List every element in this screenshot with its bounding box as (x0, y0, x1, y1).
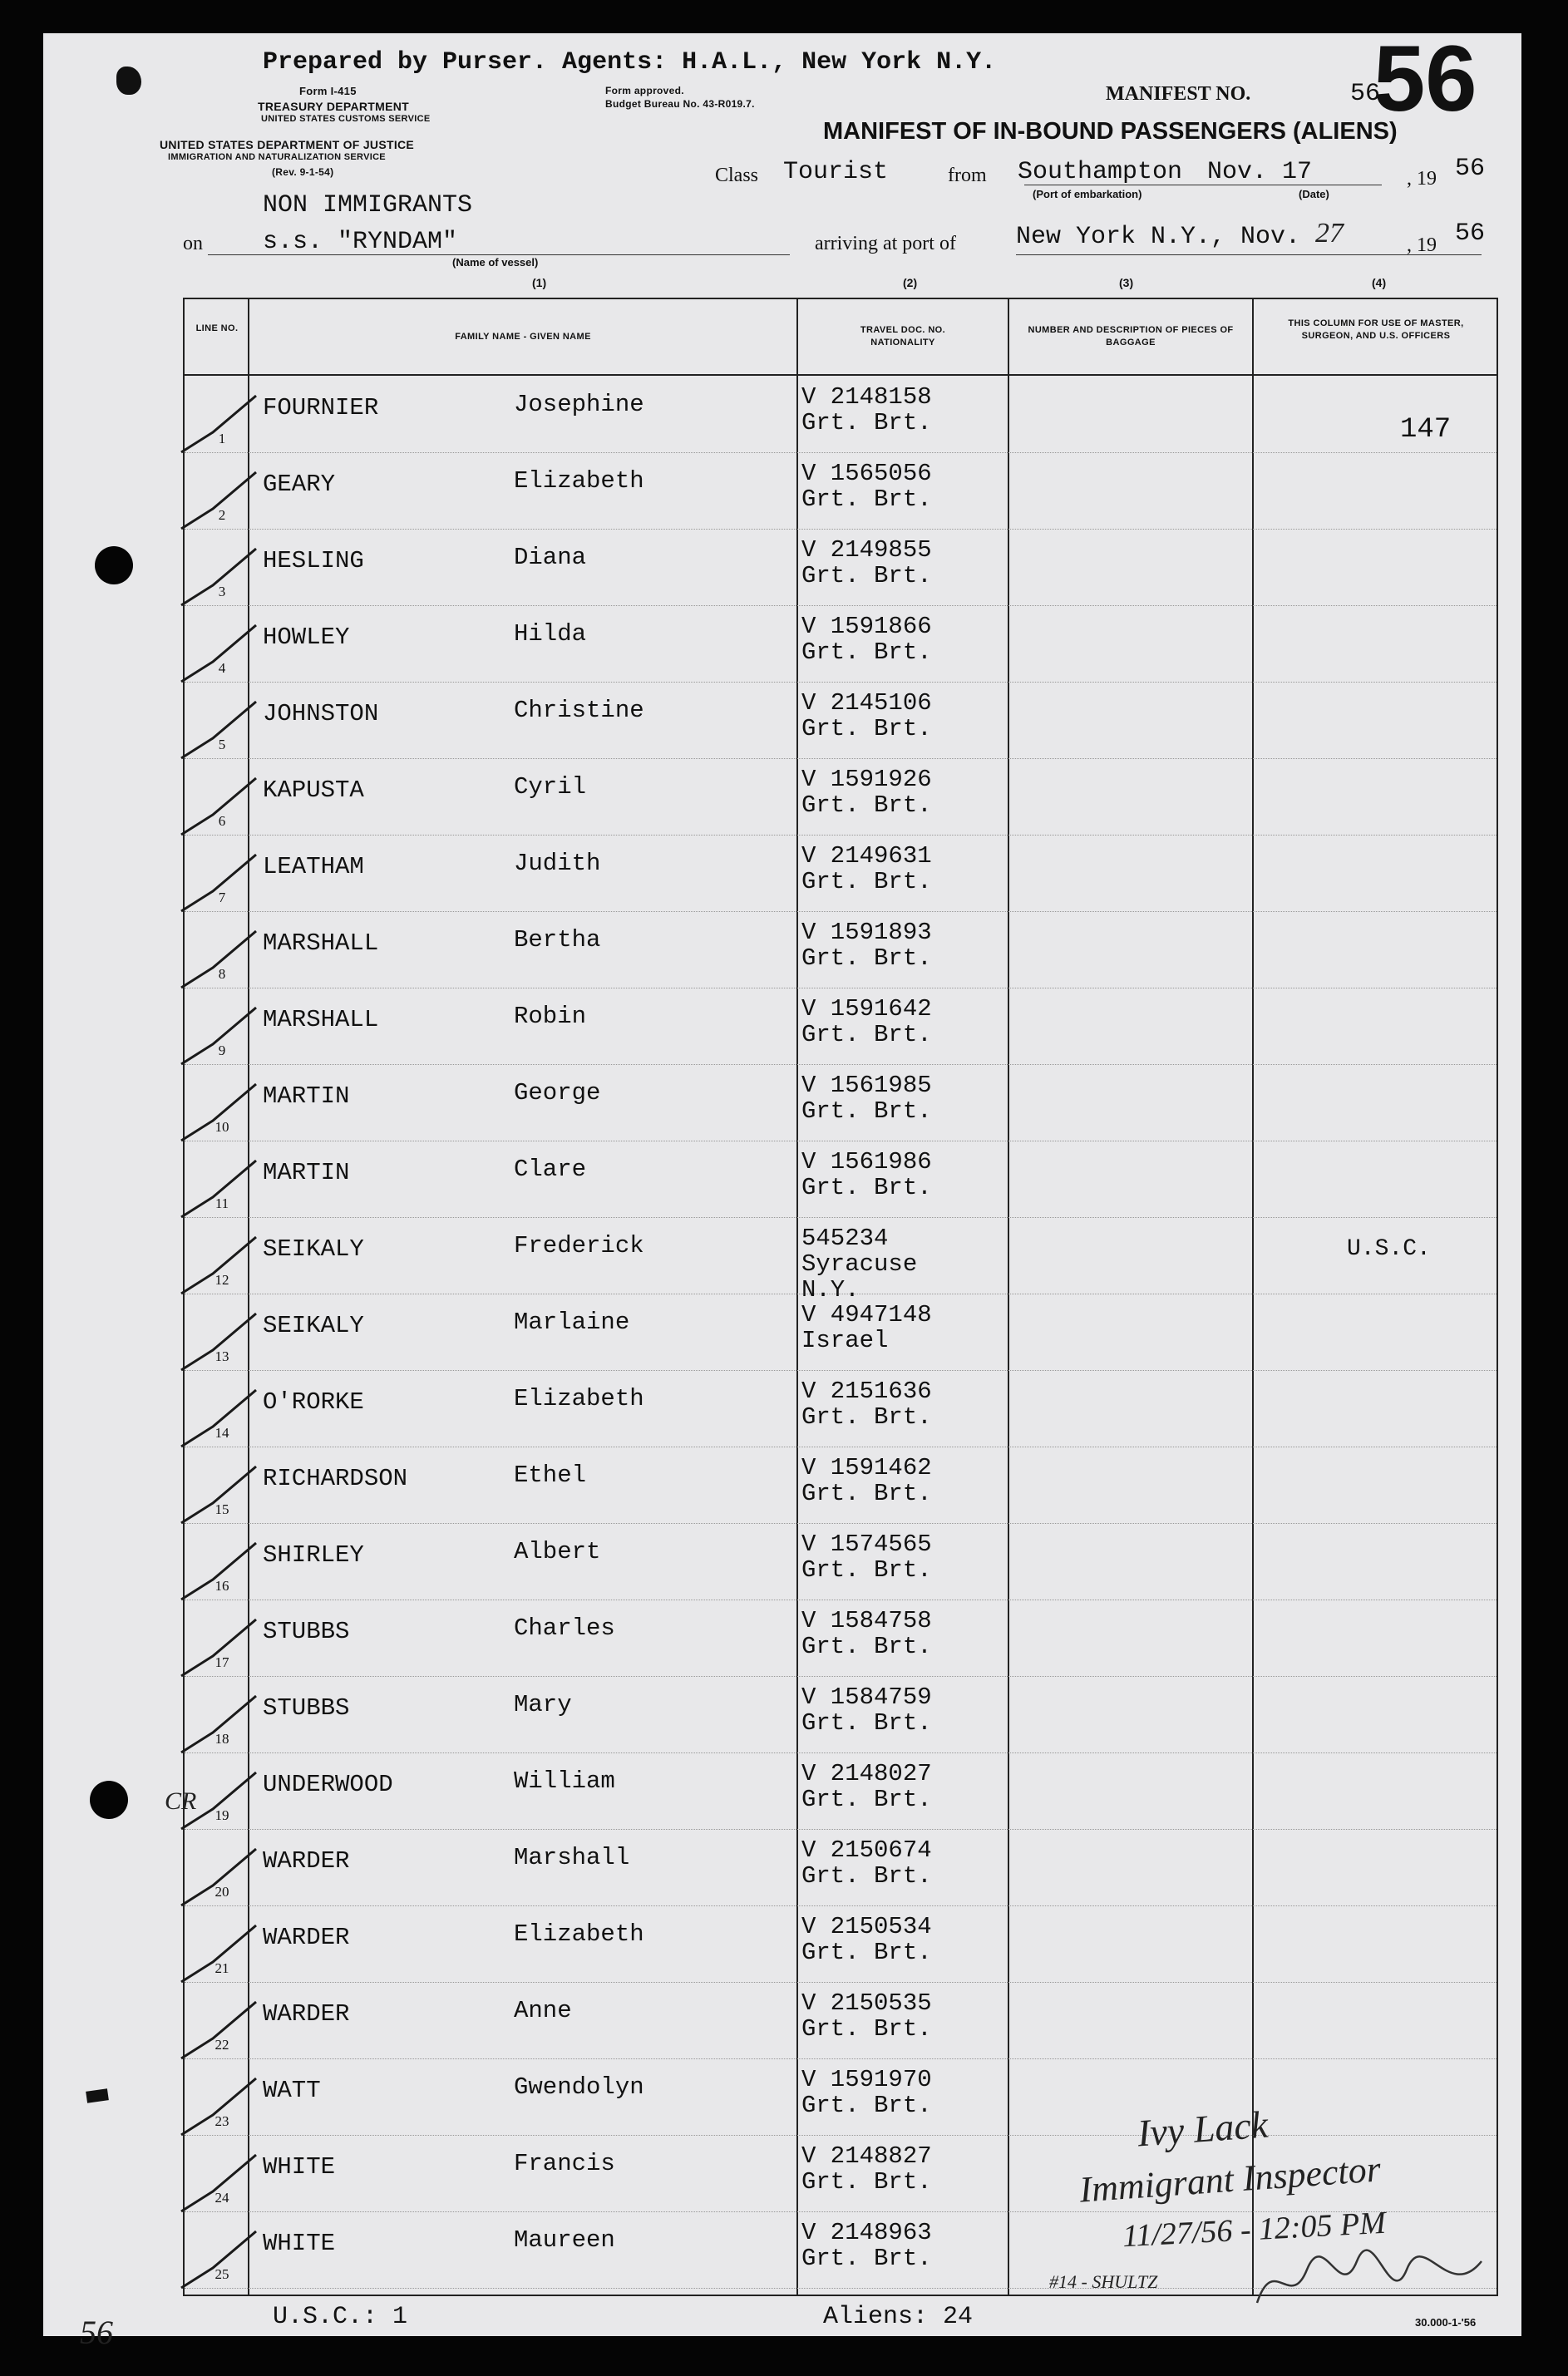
nationality: Grt. Brt. (801, 944, 932, 972)
nationality: Syracuse N.Y. (801, 1250, 918, 1304)
travel-doc-number: V 1591893 (801, 919, 932, 946)
manifest-title: MANIFEST OF IN-BOUND PASSENGERS (ALIENS) (823, 118, 1398, 145)
table-row (185, 1141, 1497, 1218)
line-number: 11 (214, 1195, 229, 1211)
line-number: 17 (214, 1654, 229, 1670)
travel-doc-number: V 1565056 (801, 460, 932, 487)
travel-doc-cell (801, 1684, 959, 1736)
family-name: HOWLEY (263, 624, 350, 651)
travel-doc-number: V 2150674 (801, 1836, 932, 1864)
family-name: WATT (263, 2077, 321, 2104)
col3-num: (3) (1119, 276, 1134, 289)
line-number: 1 (218, 431, 226, 446)
line-number: 3 (218, 584, 226, 599)
travel-doc-number: V 2151636 (801, 1378, 932, 1405)
budget-bureau: Budget Bureau No. 43-R019.7. (605, 98, 755, 110)
table-row (185, 1600, 1497, 1677)
nationality: Grt. Brt. (801, 2015, 932, 2043)
given-name: Josephine (514, 391, 644, 418)
family-name: O'RORKE (263, 1388, 364, 1416)
line-number: 21 (214, 1960, 229, 1976)
nationality: Grt. Brt. (801, 1786, 932, 1813)
travel-doc-number: V 2149855 (801, 536, 932, 564)
nationality: Grt. Brt. (801, 409, 932, 436)
nationality: Grt. Brt. (801, 1097, 932, 1125)
travel-doc-cell (801, 1149, 959, 1200)
nationality: Grt. Brt. (801, 1021, 932, 1048)
col2-num: (2) (903, 276, 918, 289)
line-number: 13 (214, 1348, 229, 1364)
travel-doc-cell (801, 1990, 959, 2042)
arrival-year-prefix: , 19 (1407, 234, 1437, 256)
from-label: from (948, 165, 987, 186)
inspector-signature: Ivy Lack (1136, 2102, 1270, 2155)
given-name: Albert (514, 1538, 601, 1565)
family-name: MARSHALL (263, 1006, 379, 1033)
nationality: Grt. Brt. (801, 1862, 932, 1890)
line-number: 9 (218, 1043, 226, 1058)
punch-hole (90, 1781, 128, 1819)
table-row (185, 1294, 1497, 1371)
family-name: SEIKALY (263, 1312, 364, 1339)
inspection-datetime: 11/27/56 - 12:05 PM (1122, 2205, 1387, 2255)
ins-label: IMMIGRATION AND NATURALIZATION SERVICE (168, 152, 386, 162)
family-name: WHITE (263, 2153, 336, 2181)
vessel-label: (Name of vessel) (452, 256, 539, 269)
nationality: Grt. Brt. (801, 868, 932, 895)
margin-number: 56 (80, 2314, 113, 2351)
vessel-underline (208, 254, 790, 255)
travel-doc-number: V 1591970 (801, 2066, 932, 2093)
given-name: Elizabeth (514, 1385, 644, 1412)
travel-doc-number: V 1584759 (801, 1683, 932, 1711)
table-row (185, 452, 1497, 530)
travel-doc-number: V 1561986 (801, 1148, 932, 1176)
port-embarkation-label: (Port of embarkation) (1033, 188, 1142, 200)
family-name: SHIRLEY (263, 1541, 364, 1569)
table-row (185, 1905, 1497, 1983)
given-name: Maureen (514, 2226, 615, 2254)
travel-doc-cell (801, 1761, 959, 1812)
travel-doc-cell (801, 843, 959, 895)
travel-doc-cell (801, 1225, 959, 1303)
table-row (185, 1370, 1497, 1447)
travel-doc-cell (801, 767, 959, 818)
category: NON IMMIGRANTS (263, 191, 473, 219)
line-number: 15 (214, 1501, 229, 1517)
table-row (185, 911, 1497, 988)
given-name: George (514, 1079, 601, 1107)
family-name: WHITE (263, 2230, 336, 2257)
travel-doc-number: V 2148827 (801, 2142, 932, 2170)
travel-doc-number: V 2145106 (801, 689, 932, 717)
table-row (185, 682, 1497, 759)
line-number: 7 (218, 890, 226, 905)
family-name: RICHARDSON (263, 1465, 408, 1492)
manifest-no-stamp: 56 (1373, 27, 1477, 131)
family-name: FOURNIER (263, 394, 379, 421)
given-name: Gwendolyn (514, 2073, 644, 2101)
col4-num: (4) (1372, 276, 1387, 289)
family-name: STUBBS (263, 1618, 350, 1645)
form-number: Form I-415 (299, 85, 357, 97)
manifest-no-label: MANIFEST NO. (1106, 83, 1251, 105)
family-name: KAPUSTA (263, 776, 364, 804)
nationality: Grt. Brt. (801, 1633, 932, 1660)
ink-blot (116, 67, 141, 95)
nationality: Grt. Brt. (801, 1556, 932, 1584)
line-number: 22 (214, 2037, 229, 2053)
travel-doc-number: V 1591926 (801, 766, 932, 793)
given-name: Mary (514, 1691, 572, 1718)
travel-doc-cell (801, 2220, 959, 2271)
line-number: 8 (218, 966, 226, 982)
given-name: Elizabeth (514, 1920, 644, 1948)
footer-aliens-total: Aliens: 24 (823, 2303, 974, 2331)
nationality: Grt. Brt. (801, 486, 932, 513)
travel-doc-number: V 2150534 (801, 1913, 932, 1940)
travel-doc-cell (801, 1531, 959, 1583)
line-number: 6 (218, 813, 226, 829)
family-name: MARSHALL (263, 929, 379, 957)
year-prefix: , 19 (1407, 168, 1437, 190)
line-number: 14 (214, 1425, 229, 1441)
travel-doc-cell (801, 1378, 959, 1430)
nationality: Grt. Brt. (801, 2245, 932, 2272)
family-name: STUBBS (263, 1694, 350, 1722)
table-row (185, 1217, 1497, 1304)
table-row (185, 605, 1497, 683)
table-row (185, 988, 1497, 1065)
arrival-port-date: New York N.Y., Nov. (1016, 223, 1301, 251)
scribble-signature (1249, 2245, 1498, 2319)
treasury-dept: TREASURY DEPARTMENT (258, 100, 410, 113)
form-approved: Form approved. (605, 85, 684, 96)
nationality: Israel (801, 1327, 889, 1354)
travel-doc-cell (801, 1914, 959, 1965)
line-number: 2 (218, 507, 226, 523)
header-line-no: LINE NO. (195, 323, 239, 333)
count-147: 147 (1400, 414, 1452, 446)
usc-mark: U.S.C. (1347, 1236, 1431, 1262)
table-row (185, 1447, 1497, 1524)
family-name: UNDERWOOD (263, 1771, 393, 1798)
family-name: HESLING (263, 547, 364, 574)
punch-hole (95, 546, 133, 584)
travel-doc-cell (801, 461, 959, 512)
travel-doc-number: V 2148158 (801, 383, 932, 411)
table-row (185, 529, 1497, 606)
given-name: Cyril (514, 773, 587, 801)
nationality: Grt. Brt. (801, 1174, 932, 1201)
arrival-year: 56 (1455, 219, 1486, 248)
table-row (185, 2058, 1497, 2136)
manifest-sheet (43, 27, 1521, 2351)
family-name: WARDER (263, 2000, 350, 2028)
table-row (185, 1064, 1497, 1141)
travel-doc-cell (801, 2067, 959, 2118)
travel-doc-cell (801, 1837, 959, 1889)
class-value: Tourist (783, 158, 889, 186)
form-code: 30.000-1-'56 (1415, 2316, 1477, 2329)
travel-doc-cell (801, 614, 959, 665)
travel-doc-number: V 1561985 (801, 1072, 932, 1099)
travel-doc-cell (801, 2143, 959, 2195)
line-number: 19 (214, 1807, 229, 1823)
nationality: Grt. Brt. (801, 1480, 932, 1507)
header-travel-doc: TRAVEL DOC. NO. NATIONALITY (860, 325, 946, 348)
given-name: Francis (514, 2150, 615, 2177)
travel-doc-number: V 1584758 (801, 1607, 932, 1634)
given-name: Charles (514, 1614, 615, 1642)
travel-doc-cell (801, 996, 959, 1048)
travel-doc-number: V 2149631 (801, 842, 932, 870)
travel-doc-cell (801, 690, 959, 742)
given-name: Robin (514, 1003, 587, 1030)
given-name: Anne (514, 1997, 572, 2024)
travel-doc-number: V 2150535 (801, 1989, 932, 2017)
line-number: 16 (214, 1578, 229, 1594)
table-row (185, 835, 1497, 912)
year-value: 56 (1455, 155, 1486, 183)
nationality: Grt. Brt. (801, 562, 932, 589)
prepared-by: Prepared by Purser. Agents: H.A.L., New York N.Y. (263, 48, 997, 76)
given-name: Diana (514, 544, 587, 571)
travel-doc-cell (801, 919, 959, 971)
on-label: on (183, 233, 203, 254)
given-name: Hilda (514, 620, 587, 648)
passenger-table (183, 298, 1498, 2296)
arrival-underline (1016, 254, 1482, 255)
arrival-day: 27 (1315, 218, 1344, 249)
customs-service: UNITED STATES CUSTOMS SERVICE (261, 114, 431, 124)
table-row (185, 1982, 1497, 2059)
given-name: Clare (514, 1156, 587, 1183)
travel-doc-number: V 2148027 (801, 1760, 932, 1787)
travel-doc-number: V 2148963 (801, 2219, 932, 2246)
family-name: WARDER (263, 1924, 350, 1951)
given-name: William (514, 1767, 615, 1795)
hw-note: #14 - SHULTZ (1049, 2271, 1158, 2292)
travel-doc-number: V 1591462 (801, 1454, 932, 1481)
revision: (Rev. 9-1-54) (272, 166, 334, 178)
given-name: Frederick (514, 1232, 644, 1259)
nationality: Grt. Brt. (801, 1709, 932, 1737)
from-value: Southampton (1018, 158, 1183, 186)
nationality: Grt. Brt. (801, 638, 932, 666)
table-row (185, 376, 1497, 453)
line-number: 12 (214, 1272, 229, 1288)
table-row (185, 1752, 1497, 1830)
nationality: Grt. Brt. (801, 2168, 932, 2196)
given-name: Judith (514, 850, 601, 877)
travel-doc-number: V 4947148 (801, 1301, 932, 1328)
travel-doc-number: V 1591866 (801, 613, 932, 640)
passenger-rows (185, 376, 1497, 2295)
line-number: 23 (214, 2113, 229, 2129)
table-row (185, 1676, 1497, 1753)
travel-doc-cell (801, 384, 959, 436)
travel-doc-cell (801, 1302, 959, 1353)
header-officers: THIS COLUMN FOR USE OF MASTER, SURGEON, AND U.S. OFFICERS (1288, 318, 1464, 341)
nationality: Grt. Brt. (801, 1939, 932, 1966)
line-number: 20 (214, 1884, 229, 1900)
arriving-label: arriving at port of (815, 233, 956, 254)
nationality: Grt. Brt. (801, 715, 932, 742)
line-number: 25 (214, 2266, 229, 2282)
travel-doc-cell (801, 1455, 959, 1506)
nationality: Grt. Brt. (801, 791, 932, 819)
line-number: 4 (218, 660, 226, 676)
date-label: (Date) (1299, 188, 1329, 200)
family-name: JOHNSTON (263, 700, 379, 727)
given-name: Christine (514, 697, 644, 724)
vessel-name: s.s. "RYNDAM" (263, 228, 458, 256)
given-name: Ethel (514, 1462, 587, 1489)
table-row (185, 1829, 1497, 1906)
hw-cr: CR (165, 1787, 197, 1815)
ink-mark (86, 2088, 109, 2102)
given-name: Marlaine (514, 1309, 630, 1336)
manifest-no-small: 56 (1350, 80, 1381, 108)
given-name: Elizabeth (514, 467, 644, 495)
footer-usc-total: U.S.C.: 1 (273, 2303, 408, 2331)
line-number: 5 (218, 737, 226, 752)
travel-doc-number: V 1574565 (801, 1531, 932, 1558)
col1-num: (1) (532, 276, 547, 289)
departure-date: Nov. 17 (1207, 158, 1313, 186)
header-name: FAMILY NAME - GIVEN NAME (455, 332, 591, 342)
nationality: Grt. Brt. (801, 2092, 932, 2119)
line-number: 18 (214, 1731, 229, 1747)
given-name: Marshall (514, 1844, 630, 1871)
travel-doc-number: 545234 (801, 1225, 889, 1252)
travel-doc-cell (801, 1608, 959, 1659)
header-baggage: NUMBER AND DESCRIPTION OF PIECES OF BAGGAGE (1028, 325, 1234, 348)
family-name: SEIKALY (263, 1235, 364, 1263)
travel-doc-number: V 1591642 (801, 995, 932, 1023)
family-name: GEARY (263, 471, 336, 498)
travel-doc-cell (801, 1072, 959, 1124)
travel-doc-cell (801, 537, 959, 589)
line-number: 24 (214, 2190, 229, 2206)
nationality: Grt. Brt. (801, 1403, 932, 1431)
family-name: MARTIN (263, 1159, 350, 1186)
inspector-title: Immigrant Inspector (1077, 2148, 1383, 2211)
line-number: 10 (214, 1119, 229, 1135)
class-label: Class (715, 165, 759, 186)
family-name: MARTIN (263, 1082, 350, 1110)
family-name: WARDER (263, 1847, 350, 1875)
justice-dept: UNITED STATES DEPARTMENT OF JUSTICE (160, 138, 415, 151)
family-name: LEATHAM (263, 853, 364, 880)
given-name: Bertha (514, 926, 601, 954)
table-row (185, 1523, 1497, 1600)
table-row (185, 758, 1497, 836)
